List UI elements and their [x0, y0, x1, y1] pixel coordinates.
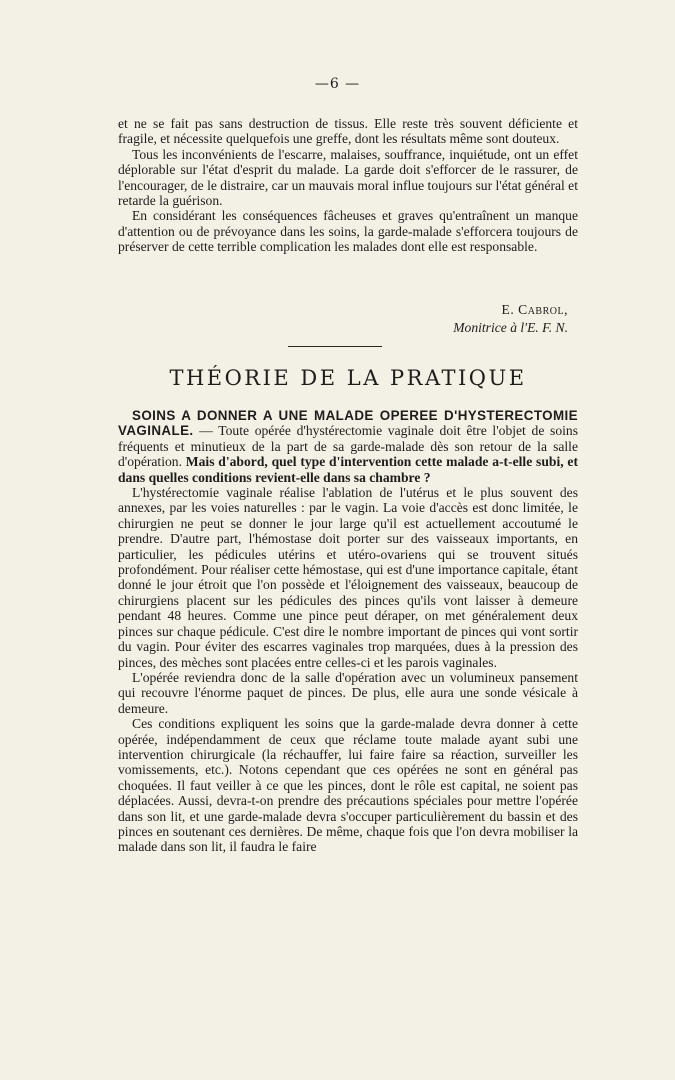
article-paragraph: Ces conditions expliquent les soins que la garde-malade devra donner à cette opérée, indépendamment de ceux que réclame toute malade ayant subi une intervention chirurgicale (la réchauffer, lui faire faire sa réaction, surveiller les vomissements, etc.). Notons cependant que ces opérées ne sont en général pas choquées. Il faut veiller à ce que les pinces, dont le rôle est capital, ne soient pas déplacées. Aussi, devra-t-on prendre des précautions spéciales pour mettre l'opérée dans son lit, et une garde-malade devra s'occuper particulièrement du bassin et des pinces en soutenant ces dernières. De même, chaque fois que l'on devra mobiliser la malade dans son lit, il faudra le faire [118, 716, 578, 855]
intro-paragraph: et ne se fait pas sans destruction de tissus. Elle reste très souvent déficiente et fragile, et nécessite quelquefois une greffe, dont les résultats même sont douteux. [118, 116, 578, 147]
section-heading: THÉORIE DE LA PRATIQUE [169, 366, 527, 390]
article-lead-title: SOINS A DONNER A UNE MALADE OPEREE D'HYSTERECTOMIE VAGINALE. [118, 408, 578, 439]
article-text-block [118, 408, 578, 855]
intro-text-block [118, 116, 578, 255]
article-lead-question: Mais d'abord, quel type d'intervention cette malade a-t-elle subi, et dans quelles conditions revient-elle dans sa chambre ? [118, 454, 578, 485]
article-paragraph: L'opérée reviendra donc de la salle d'opération avec un volumineux pansement qui recouvre l'énorme paquet de pinces. De plus, elle aura une sonde vésicale à demeure. [118, 669, 578, 716]
page-number: —6 — [314, 76, 361, 92]
section-divider [288, 346, 382, 347]
signature-role: Monitrice à l'E. F. N. [453, 320, 568, 335]
intro-paragraph: En considérant les conséquences fâcheuses et graves qu'entraînent un manque d'attention ou de prévoyance dans les soins, la garde-malade s'efforcera toujours de préserver de cette terrible complication les malades dont elle est responsable. [118, 208, 578, 255]
signature-name: E. Cabrol, [501, 302, 568, 317]
intro-paragraph: Tous les inconvénients de l'escarre, malaises, souffrance, inquiétude, ont un effet déplorable sur l'état d'esprit du malade. La garde doit s'efforcer de le rassurer, de l'encourager, de le distraire, car un mauvais moral influe toujours sur l'état général et retarde la guérison. [118, 146, 578, 209]
article-lead-paragraph [118, 408, 578, 485]
article-lead-text: — Toute opérée d'hystérectomie vaginale doit être l'objet de soins fréquents et minutieux de la part de sa garde-malade dès son retour de la salle d'opération. [118, 423, 578, 470]
article-paragraph: L'hystérectomie vaginale réalise l'ablation de l'utérus et le plus souvent des annexes, par les voies naturelles : par le vagin. La voie d'accès est donc limitée, le chirurgien ne peut se donner le jour large qu'il est actuellement accoutumé le prendre. D'autre part, l'hémostase doit porter sur des vaisseaux importants, en particulier, les pédicules utérins et utéro-ovariens qui se trouvent situés profondément. Pour réaliser cette hémostase, qui est d'une importance capitale, étant donné le jour étroit que l'on possède et l'éloignement des vaisseaux, beaucoup de chirurgiens placent sur les pédicules des pinces qu'ils vont laisser à demeure pendant 48 heures. Comme une pince peut déraper, on met généralement deux pinces sur chaque pédicule. C'est dire le nombre important de pinces qui vont sortir du vagin. Pour éviter des escarres vaginales trop marquées, dues à la pression des pinces, des mèches sont placées entre celles-ci et les parois vaginales. [118, 485, 578, 670]
